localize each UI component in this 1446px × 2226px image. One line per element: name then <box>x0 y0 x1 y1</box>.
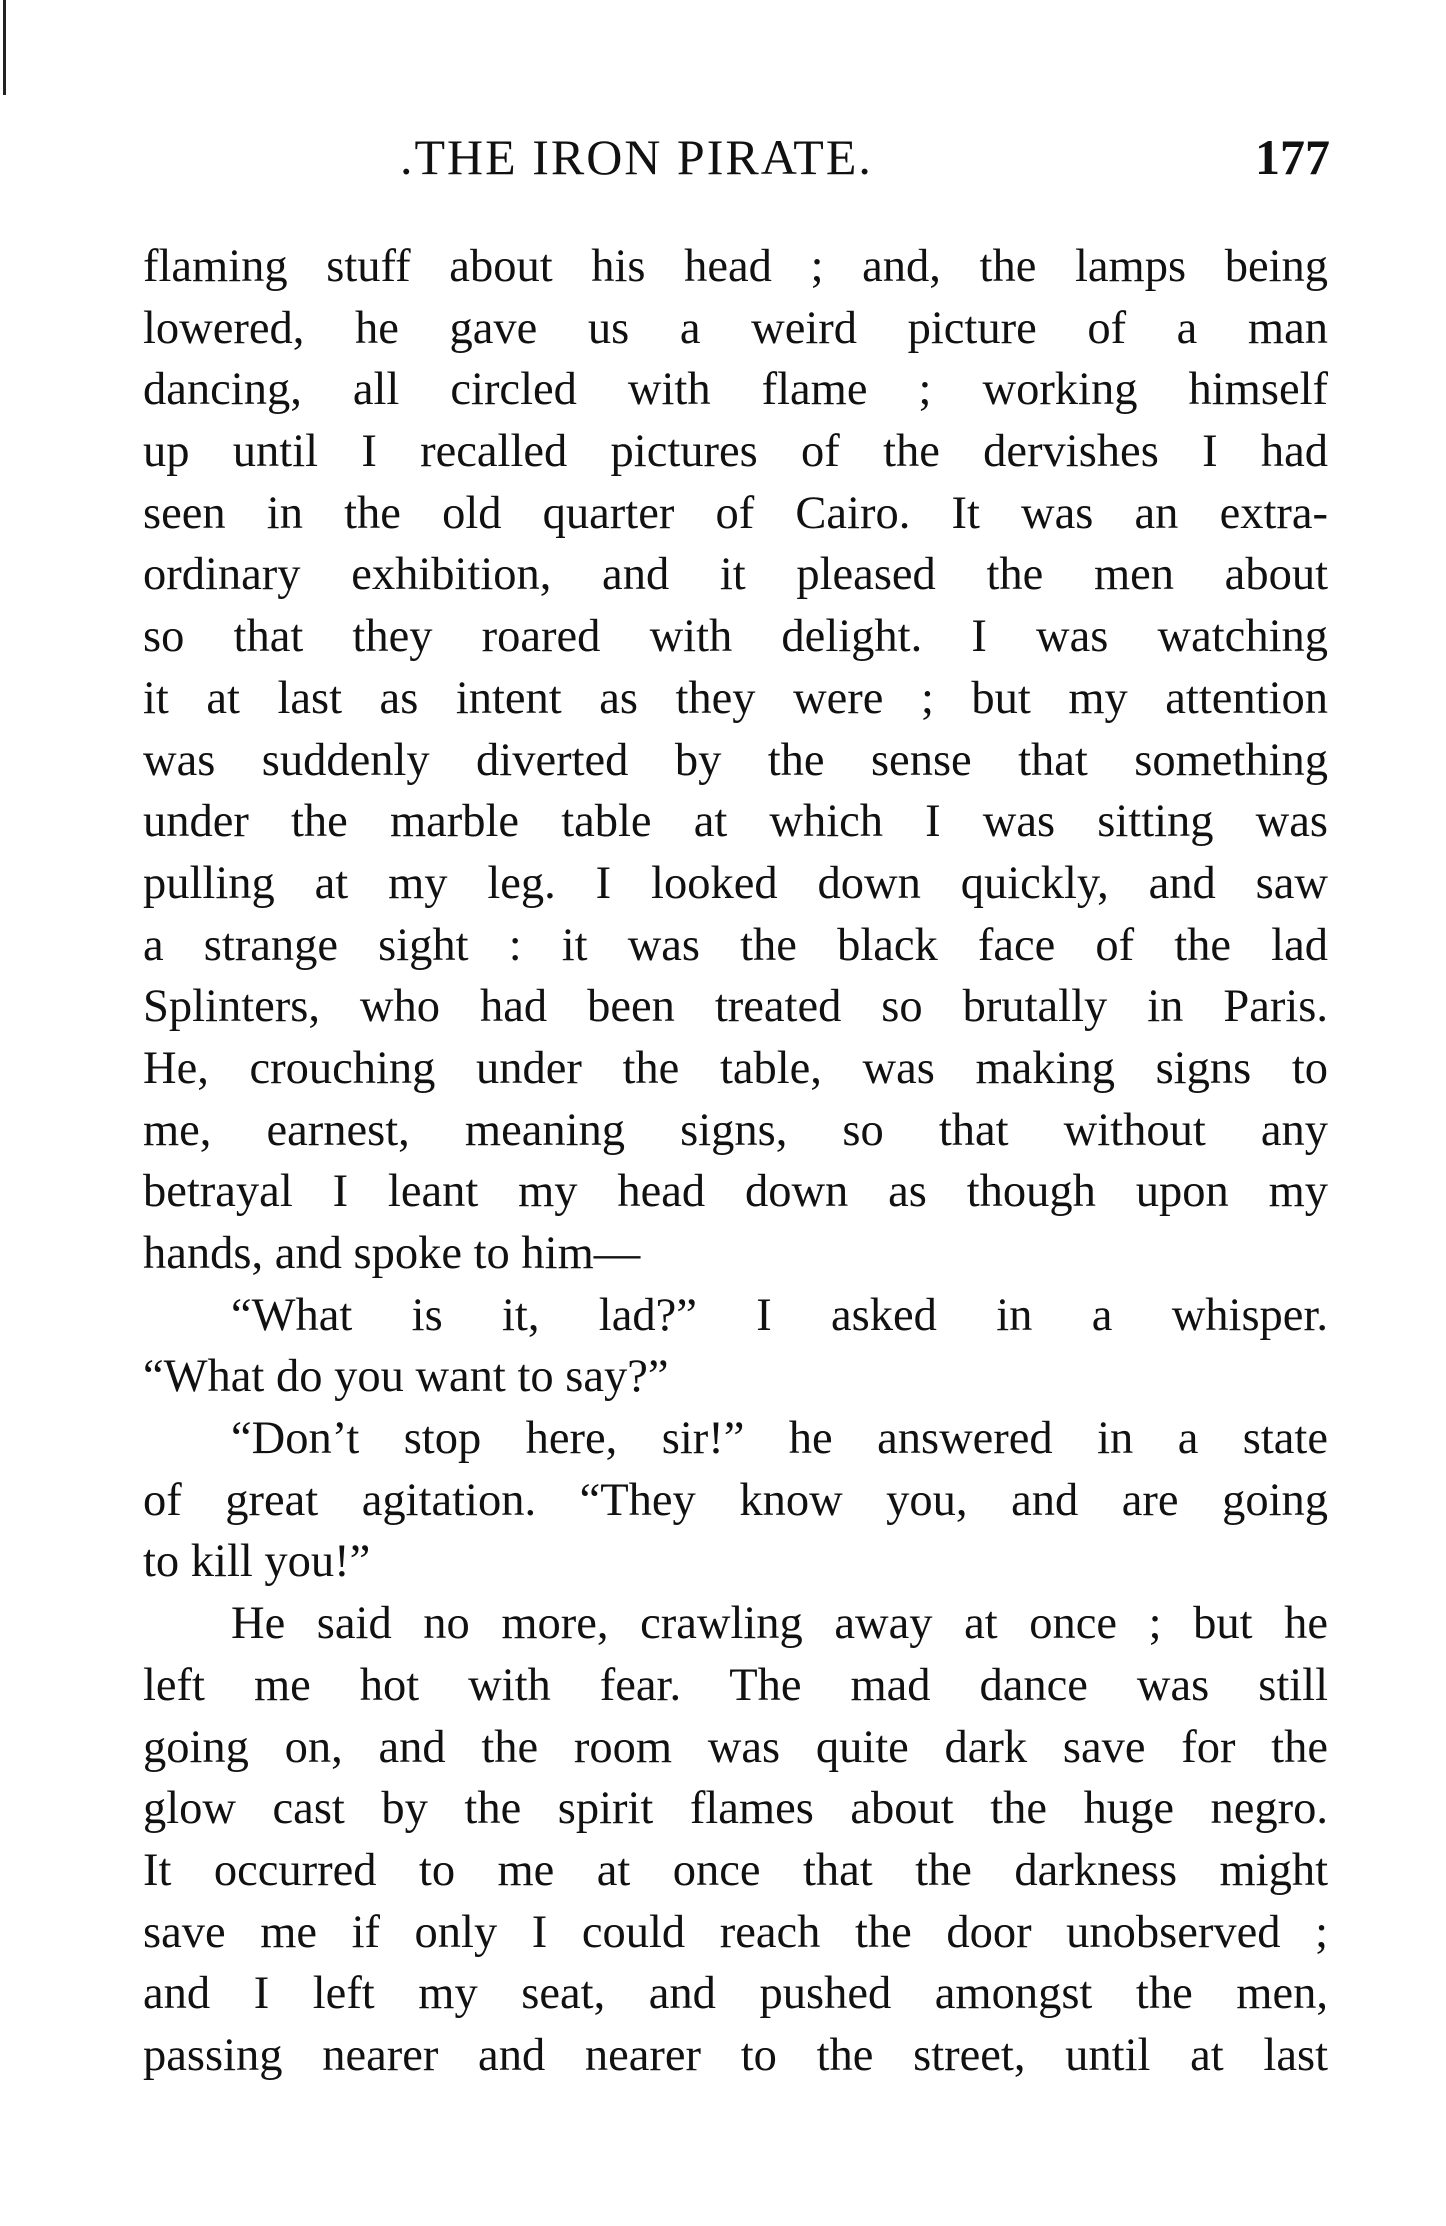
scan-edge-mark <box>3 0 6 95</box>
text-line: a strange sight : it was the black face of the lad <box>143 919 1328 971</box>
text-line: dancing, all circled with flame ; working himself <box>143 364 1328 416</box>
text-line: hands, and spoke to him— <box>143 1228 641 1279</box>
page-number: 177 <box>1255 129 1330 185</box>
text-line: to kill you!” <box>143 1536 371 1588</box>
text-line: going on, and the room was quite dark save for the <box>143 1721 1328 1773</box>
text-line: ordinary exhibition, and it pleased the men about <box>143 549 1328 601</box>
text-line: flaming stuff about his head ; and, the lamps being <box>143 241 1328 292</box>
text-line: It occurred to me at once that the darkness might <box>143 1844 1328 1896</box>
text-line: so that they roared with delight. I was watching <box>143 611 1328 663</box>
text-line: me, earnest, meaning signs, so that without any <box>143 1104 1328 1156</box>
text-line: pulling at my leg. I looked down quickly, and saw <box>143 857 1328 909</box>
text-line: of great agitation. “They know you, and are going <box>143 1474 1328 1526</box>
body-text <box>143 236 1328 2087</box>
text-line: seen in the old quarter of Cairo. It was an extra- <box>143 487 1328 539</box>
text-line: under the marble table at which I was sitting was <box>143 796 1328 848</box>
text-line: passing nearer and nearer to the street, until at last <box>143 2029 1328 2081</box>
text-line: lowered, he gave us a weird picture of a man <box>143 302 1328 354</box>
text-line: left me hot with fear. The mad dance was still <box>143 1659 1328 1711</box>
text-line: betrayal I leant my head down as though upon my <box>143 1166 1328 1218</box>
page-header <box>140 122 1330 192</box>
text-line: it at last as intent as they were ; but my attention <box>143 672 1328 724</box>
text-line: “What is it, lad?” I asked in a whisper. <box>231 1289 1328 1341</box>
text-line: Splinters, who had been treated so brutally in Paris. <box>143 981 1328 1033</box>
running-title: .THE IRON PIRATE. <box>400 129 873 185</box>
text-line: “Don’t stop here, sir!” he answered in a state <box>231 1413 1328 1465</box>
text-line: was suddenly diverted by the sense that something <box>143 734 1328 786</box>
text-line: He, crouching under the table, was making signs to <box>143 1042 1328 1094</box>
text-line: “What do you want to say?” <box>143 1351 669 1403</box>
text-line: save me if only I could reach the door unobserved ; <box>143 1906 1328 1958</box>
text-line: and I left my seat, and pushed amongst the men, <box>143 1968 1328 2020</box>
text-line: glow cast by the spirit flames about the huge negro. <box>143 1783 1328 1835</box>
text-line: He said no more, crawling away at once ; but he <box>231 1598 1328 1650</box>
text-line: up until I recalled pictures of the dervishes I had <box>143 426 1328 478</box>
